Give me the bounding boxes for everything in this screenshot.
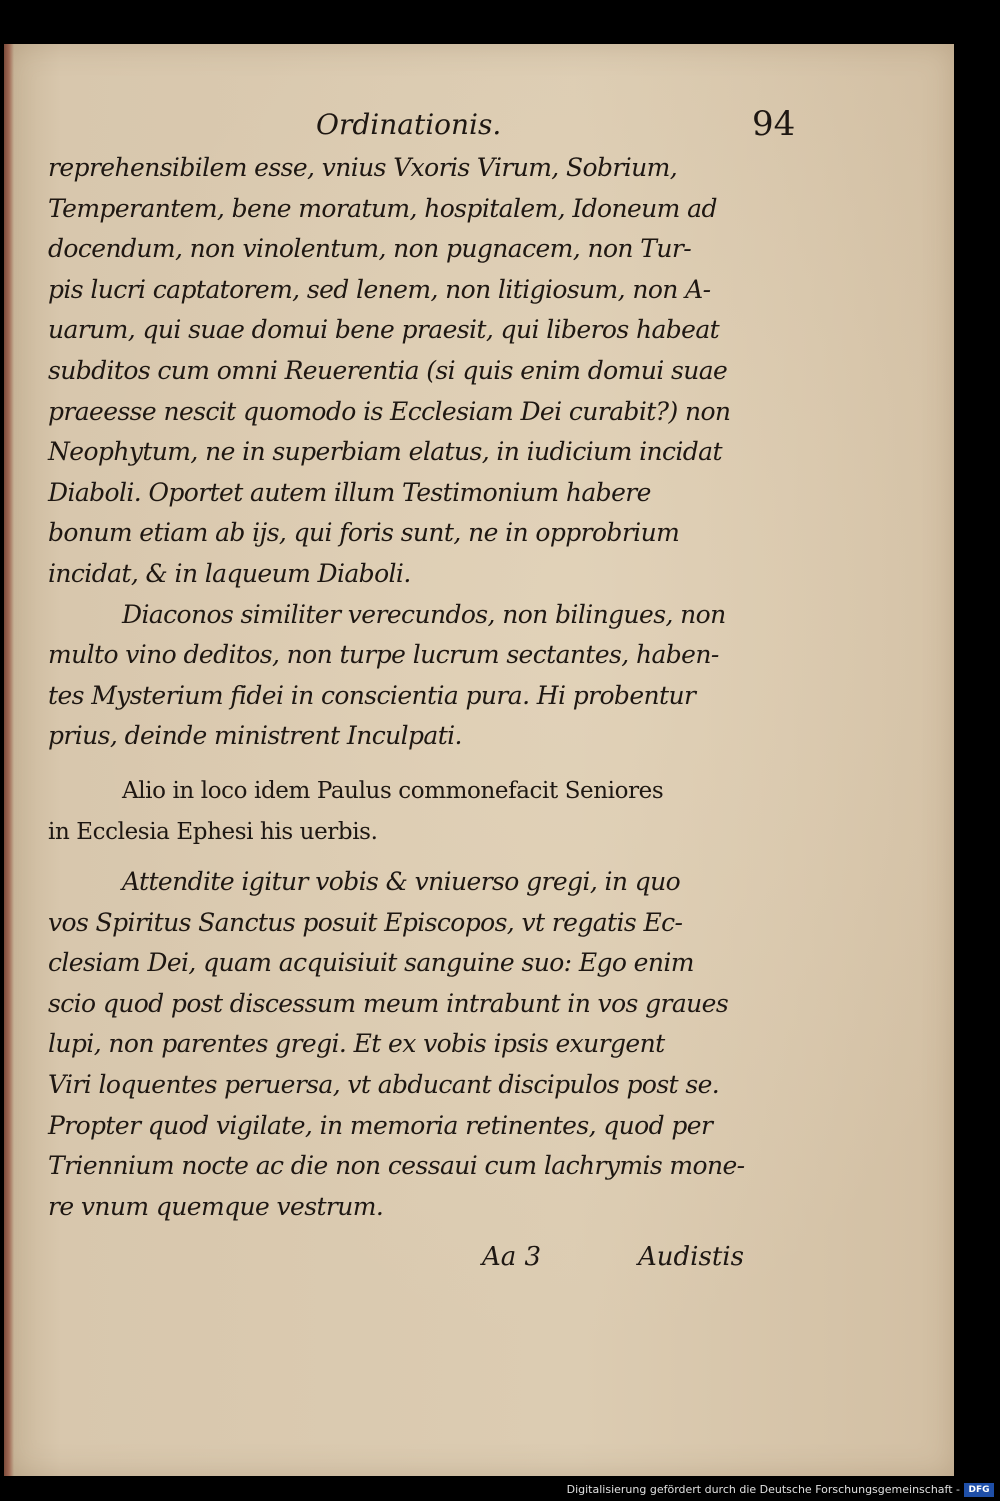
- text-line: vos Spiritus Sanctus posuit Episcopos, vt regatis Ec-: [48, 907, 683, 937]
- text-line: lupi, non parentes gregi. Et ex vobis ipsis exurgent: [48, 1029, 665, 1059]
- text-line: pis lucri captatorem, sed lenem, non litigiosum, non A-: [48, 274, 711, 304]
- text-line: reprehensibilem esse, vnius Vxoris Virum, Sobrium,: [48, 153, 678, 182]
- text-line: Viri loquentes peruersa, vt abducant discipulos post se.: [48, 1070, 720, 1100]
- book-page: [4, 44, 954, 1476]
- text-line: Diaconos similiter verecundos, non bilingues, non: [122, 599, 726, 629]
- text-line: bonum etiam ab ijs, qui foris sunt, ne in opprobrium: [48, 518, 680, 548]
- text-line: Attendite igitur vobis & vniuerso gregi, in quo: [122, 867, 681, 897]
- text-line: Triennium nocte ac die non cessaui cum lachrymis mone-: [48, 1151, 745, 1181]
- paragraph-introduction: [48, 771, 753, 852]
- text-line: scio quod post discessum meum intrabunt in vos graues: [48, 988, 729, 1018]
- text-line: Diaboli. Oportet autem illum Testimonium habere: [48, 477, 651, 507]
- page-header: [4, 104, 954, 148]
- paragraph-exhortation: [48, 862, 753, 1227]
- page-number: 94: [752, 104, 796, 144]
- text-line: re vnum quemque vestrum.: [48, 1191, 384, 1221]
- text-line: tes Mysterium fidei in conscientia pura. Hi probentur: [48, 680, 696, 710]
- text-line: incidat, & in laqueum Diaboli.: [48, 558, 411, 588]
- paragraph-qualities: [48, 148, 753, 595]
- text-line: in Ecclesia Ephesi his uerbis.: [48, 818, 378, 845]
- text-line: praeesse nescit quomodo is Ecclesiam Dei curabit?) non: [48, 396, 731, 426]
- digitization-footer: [0, 1480, 1000, 1501]
- text-line: docendum, non vinolentum, non pugnacem, non Tur-: [48, 234, 692, 264]
- text-block: [48, 148, 753, 1227]
- text-line: Propter quod vigilate, in memoria retinentes, quod per: [48, 1110, 713, 1140]
- paragraph-gap: [48, 757, 753, 771]
- text-line: Alio in loco idem Paulus commonefacit Seniores: [122, 777, 664, 804]
- paragraph-gap: [48, 852, 753, 862]
- funding-notice: Digitalisierung gefördert durch die Deutsche Forschungsgemeinschaft -: [566, 1483, 960, 1496]
- text-line: prius, deinde ministrent Inculpati.: [48, 721, 462, 751]
- catch-line: [4, 1242, 954, 1282]
- text-line: multo vino deditos, non turpe lucrum sectantes, haben-: [48, 640, 719, 670]
- signature-mark: Aa 3: [482, 1242, 542, 1272]
- catchword: Audistis: [638, 1242, 744, 1272]
- text-line: subditos cum omni Reuerentia (si quis enim domui suae: [48, 355, 728, 385]
- dfg-logo: DFG: [964, 1483, 994, 1497]
- paragraph-deacons: [48, 595, 753, 757]
- text-line: uarum, qui suae domui bene praesit, qui liberos habeat: [48, 315, 720, 345]
- text-line: Neophytum, ne in superbiam elatus, in iudicium incidat: [48, 437, 722, 467]
- running-head: Ordinationis.: [316, 108, 502, 141]
- text-line: Temperantem, bene moratum, hospitalem, Idoneum ad: [48, 193, 717, 223]
- text-line: clesiam Dei, quam acquisiuit sanguine suo: Ego enim: [48, 948, 694, 978]
